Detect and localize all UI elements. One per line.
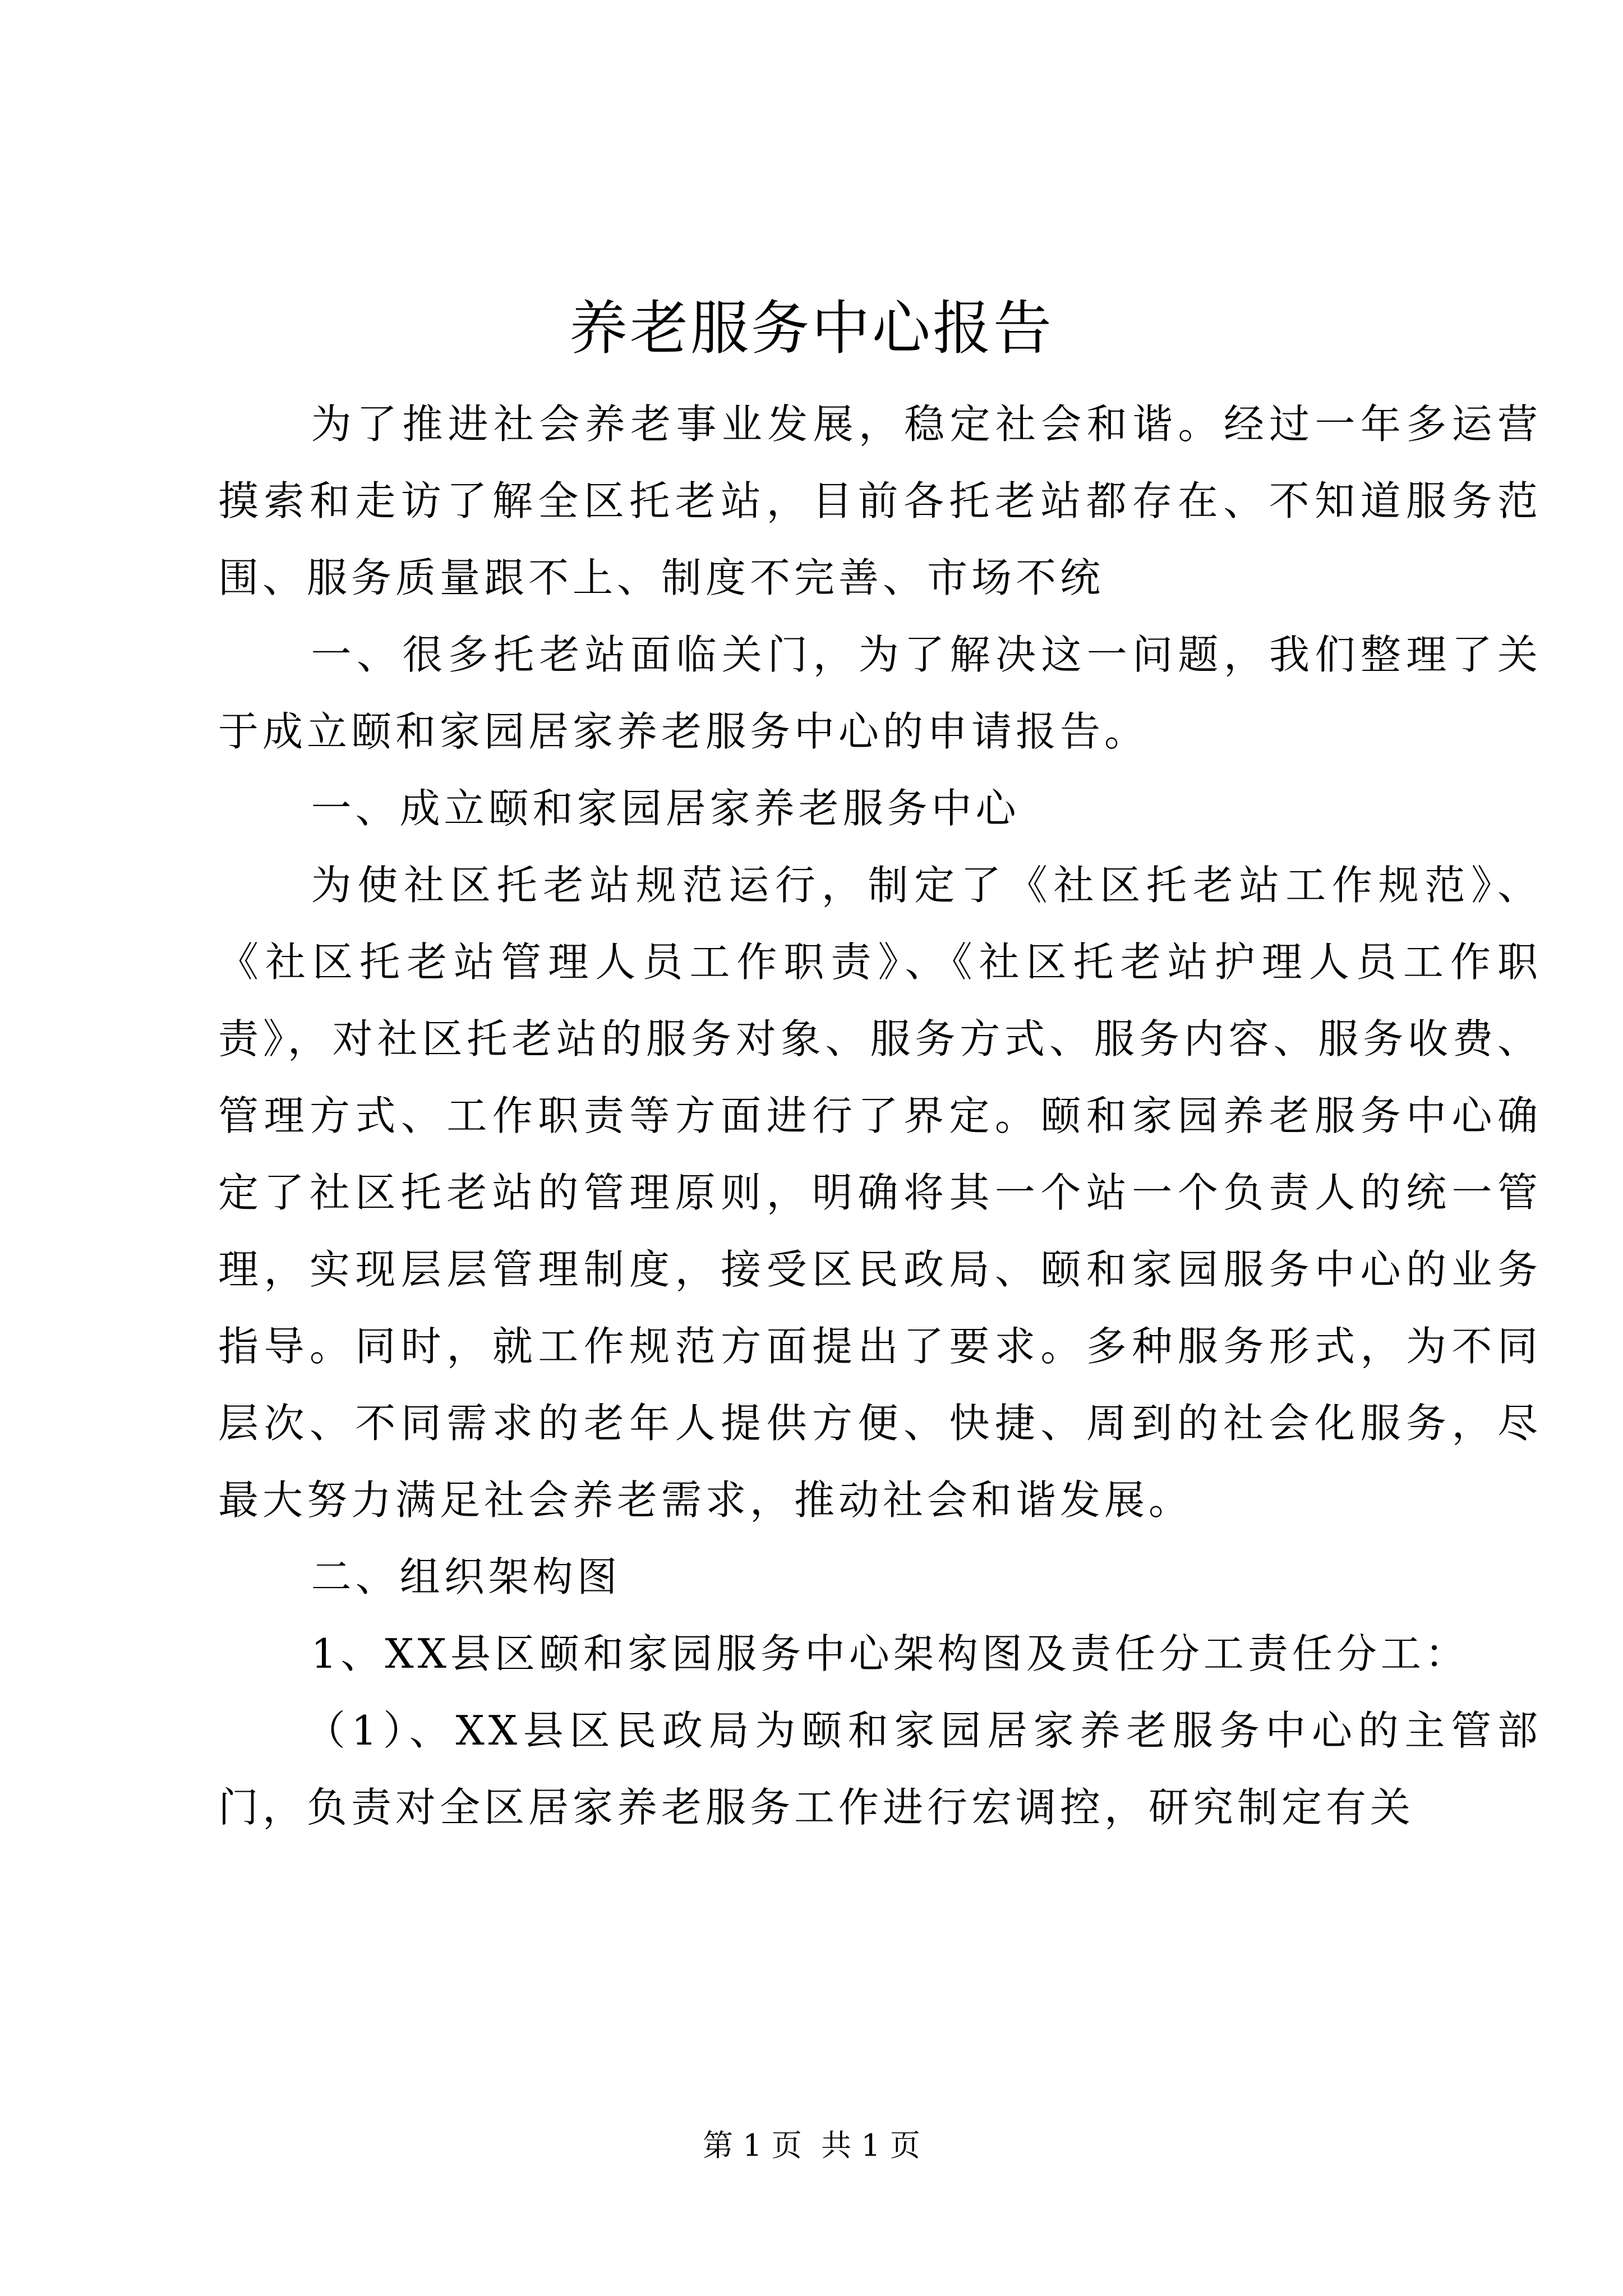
paragraph-intro: 为了推进社会养老事业发展，稳定社会和谐。经过一年多运营摸索和走访了解全区托老站，目前各托老站都存在、不知道服务范围、服务质量跟不上、制度不完善、市场不统 — [218, 401, 1542, 601]
paragraph-org-chart-item: 1、XX县区颐和家园服务中心架构图及责任分工责任分工： — [311, 1630, 1469, 1677]
document-title: 养老服务中心报告 — [569, 294, 1054, 362]
document-body — [218, 386, 1542, 1846]
paragraph-civil-affairs: （1）、XX县区民政局为颐和家园居家养老服务中心的主管部门，负责对全区居家养老服务工作进行宏调控，研究制定有关 — [218, 1707, 1542, 1831]
section-heading-org-chart: 二、组织架构图 — [311, 1553, 621, 1600]
paragraph-closing-issue: 一、很多托老站面临关门，为了解决这一问题，我们整理了关于成立颐和家园居家养老服务中心的申请报告。 — [218, 631, 1542, 755]
page-footer — [0, 2126, 1623, 2165]
paragraph-regulations: 为使社区托老站规范运行，制定了《社区托老站工作规范》、《社区托老站管理人员工作职责》、《社区托老站护理人员工作职责》，对社区托老站的服务对象、服务方式、服务内容、服务收费、管理方式、工作职责等方面进行了界定。颐和家园养老服务中心确定了社区托老站的管理原则，明确将其一个站一个负责人的统一管理，实现层层管理制度，接受区民政局、颐和家园服务中心的业务指导。同时，就工作规范方面提出了要求。多种服务形式，为不同层次、不同需求的老年人提供方便、快捷、周到的社会化服务，尽最大努力满足社会养老需求，推动社会和谐发展。 — [218, 862, 1542, 1524]
page-number: 第 1 页 共 1 页 — [703, 2128, 920, 2163]
section-heading-establish: 一、成立颐和家园居家养老服务中心 — [311, 785, 1020, 832]
